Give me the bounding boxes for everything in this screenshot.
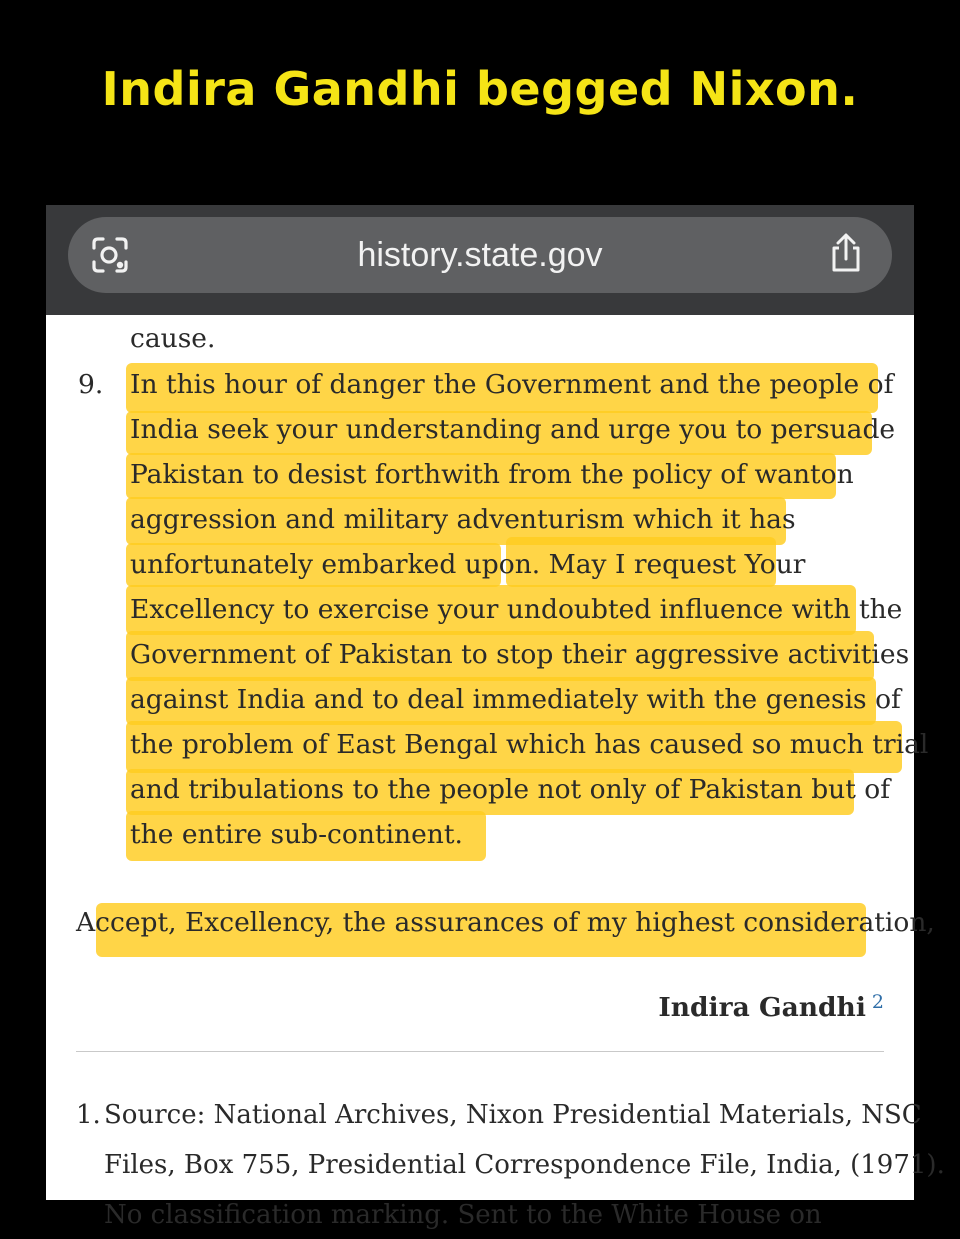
paragraph-line: Pakistan to desist forthwith from the policy of wanton bbox=[130, 459, 854, 490]
paragraph-line: the entire sub-continent. bbox=[130, 819, 463, 850]
paragraph-line: against India and to deal immediately with the genesis of bbox=[130, 684, 901, 715]
footnote-line: No classification marking. Sent to the White House on bbox=[104, 1200, 822, 1230]
paragraph-line: unfortunately embarked upon. May I request Your bbox=[130, 549, 806, 580]
browser-toolbar bbox=[46, 205, 914, 315]
divider bbox=[76, 1051, 884, 1052]
headline: Indira Gandhi begged Nixon. bbox=[101, 62, 859, 116]
paragraph-line: aggression and military adventurism which it has bbox=[130, 504, 796, 535]
paragraph-line: In this hour of danger the Government and the people of bbox=[130, 369, 894, 400]
paragraph-number: 9. bbox=[78, 369, 104, 400]
address-bar[interactable] bbox=[68, 217, 892, 293]
paragraph-line: the problem of East Bengal which has caused so much trial bbox=[130, 729, 929, 760]
footnote-line: Files, Box 755, Presidential Correspondence File, India, (1971). bbox=[104, 1150, 945, 1180]
page-content bbox=[46, 315, 945, 1230]
footnote-ref-link[interactable]: 2 bbox=[871, 991, 884, 1013]
paragraph-line: India seek your understanding and urge you to persuade bbox=[130, 414, 896, 445]
footnote-number: 1. bbox=[76, 1100, 101, 1130]
signature bbox=[658, 980, 884, 1030]
closing-line: Accept, Excellency, the assurances of my highest consideration, bbox=[76, 907, 935, 938]
paragraph-line: Government of Pakistan to stop their aggressive activities bbox=[130, 639, 910, 670]
url-text: history.state.gov bbox=[357, 236, 603, 274]
paragraph-line: Excellency to exercise your undoubted influence with the bbox=[130, 594, 903, 625]
previous-text: cause. bbox=[130, 323, 216, 354]
signature-name: Indira Gandhi bbox=[658, 992, 866, 1023]
browser-screenshot bbox=[46, 205, 945, 1230]
footnote-line: Source: National Archives, Nixon Presidential Materials, NSC bbox=[104, 1100, 922, 1130]
share-icon[interactable] bbox=[826, 232, 866, 274]
paragraph-line: and tribulations to the people not only of Pakistan but of bbox=[130, 774, 891, 805]
